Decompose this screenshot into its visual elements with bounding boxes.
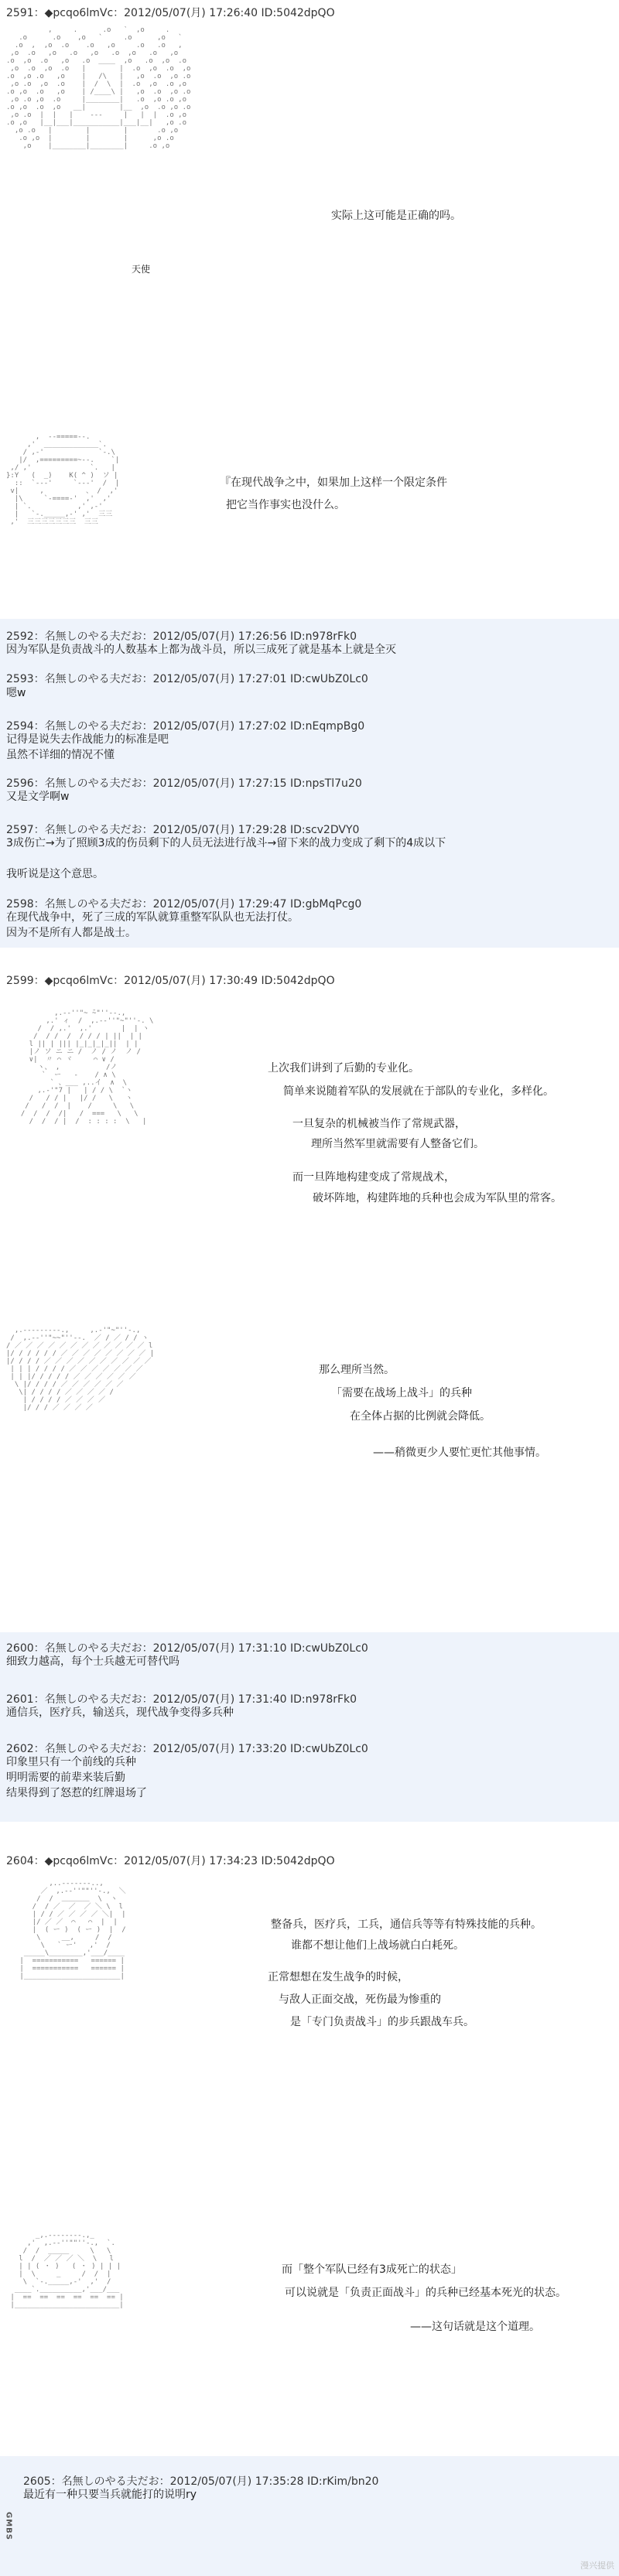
- ascii-art-face-2: _,.-‐‐‐‐‐‐-.,_ ,' ,.-‐''""''-., `. / / _____ \ \ l / ／ ／ ／ ＼ \ l | | ( ・ ) ( ・ ) | | | | \ _ / / | \ `-._____,-' ,' / ____`.__________,'___/___ | == == == == == == | |_________________________|: [10, 2232, 124, 2309]
- post-header: 2602：名無しのやる夫だお：2012/05/07(月) 17:33:20 ID:cwUbZ0Lc0: [6, 1743, 368, 1755]
- post-body: 细致力越高，每个士兵越无可替代吗: [6, 1655, 180, 1668]
- reply-block-1: [0, 619, 619, 948]
- site-logo: GMBS: [4, 2511, 13, 2540]
- watermark: 漫兴提供: [580, 2561, 614, 2571]
- post-header: 2591：◆pcqo6lmVc：2012/05/07(月) 17:26:40 ID:5042dpQO: [6, 7, 335, 19]
- post-header: 2601：名無しのやる夫だお：2012/05/07(月) 17:31:40 ID:n978rFk0: [6, 1693, 357, 1706]
- post-body: 印象里只有一个前线的兵种 明明需要的前辈来装后勤 结果得到了怒惹的红牌退场了: [6, 1756, 147, 1799]
- ascii-art-angel: , . .o ` ,o . .o .o ,o ` .o ,o ` .o , ,o .o .o ,o .o .o , ,o .o ,o .o ,o .o ,o .o ,o .o ,o .o ,o .o ____ ,o .o ,o .o ,o .o ,o .o | | .o ,o .o ,o .o ,o .o ,o | /\ | ,o .o ,o .o ,o .o ,o .o | / \ | .o ,o .o ,o .o ,o .o ,o | /____\ | ,o .o ,o .o ,o .o ,o .o |________| .o ,o .o ,o .o ,o .o ,o __| |__ ,o .o ,o .o ,o .o | | | --- | | | .o ,o .o ,o |__|___|___________|___|__| ,o .o ,o .o | | | .o ,o .o ,o | | | ,o .o ,o |________|________| .o ,o: [6, 26, 191, 150]
- post-header: 2592：名無しのやる夫だお：2012/05/07(月) 17:26:56 ID:n978rFk0: [6, 630, 357, 643]
- post-2604: [0, 1822, 619, 2456]
- post-line: 在全体占据的比例就会降低。: [350, 1410, 491, 1423]
- post-2591: [0, 0, 619, 526]
- post-line: 与敌人正面交战，死伤最为惨重的: [279, 1993, 441, 2006]
- post-line: ——稍微更少人要忙更忙其他事情。: [373, 1447, 546, 1459]
- post-body: 3成伤亡→为了照顾3成的伤员剩下的人员无法进行战斗→留下来的战力变成了剩下的4成以下 我听说是这个意思。: [6, 837, 446, 880]
- post-line: 可以说就是「负责正面战斗」的兵种已经基本死光的状态。: [285, 2287, 566, 2299]
- ascii-art-face: , --=====--. ,' _____________`. / ,-' `-.\ |/ ,=========~--. `| ,/ ,' `. | }:Y ( _) K( ^ ) ソ | :: `---' `---' / | v| , 、 / ,' |\ `-====-' ,' ,' | `. ,' ,-' | `-._____,-' ,' 三三 ,' 三三三三三三三 三三: [6, 433, 120, 526]
- post-line: 简单来说随着军队的发展就在于部队的专业化，多样化。: [283, 1085, 554, 1098]
- post-body: 嗯w: [6, 687, 26, 699]
- post-line: 而一旦阵地构建变成了常规战术，: [292, 1171, 455, 1184]
- post-line: 整备兵，医疗兵，工兵，通信兵等等有特殊技能的兵种。: [271, 1918, 542, 1931]
- post-header: 2593：名無しのやる夫だお：2012/05/07(月) 17:27:01 ID:cwUbZ0Lc0: [6, 673, 368, 685]
- post-body: 又是文学啊w: [6, 791, 70, 803]
- aa-label: 天使: [132, 264, 151, 275]
- post-line: 谁都不想让他们上战场就白白耗死。: [291, 1939, 464, 1952]
- post-line: 是「专门负责战斗」的步兵跟战车兵。: [290, 2016, 474, 2028]
- reply-block-3: [0, 2456, 619, 2576]
- post-body: 通信兵，医疗兵，输送兵，现代战争变得多兵种: [6, 1707, 234, 1719]
- post-header: 2596：名無しのやる夫だお：2012/05/07(月) 17:27:15 ID:npsTl7u20: [6, 777, 362, 790]
- ascii-art-character: ,.-‐''"~ ̄~"''‐-., ,.' ィ / ,.-‐''"~"''-. \ / / ,.' ,.' | | ヽ / / / / / / / | || | | l || | ||| |_|_|_|_|| | | |ノ ソ ニ ニ / ノ / ノ ノ / ∨| 〃 ⌒ ヾ ⌒ ∨ / ヽ、 , /ノ ` ー ‐ / ∧ \ ` 、___ ,..イ ∧ \ ,.-'"7 | | / / \ `ヽ / / / | |/ / \ ヽ / / / | / \ \ / / / /| / === \ \ / / / | / : : : : \ |: [20, 1010, 154, 1126]
- post-header: 2604：◆pcqo6lmVc：2012/05/07(月) 17:34:23 ID:5042dpQO: [6, 1855, 335, 1867]
- post-header: 2605：名無しのやる夫だお：2012/05/07(月) 17:35:28 ID:rKim/bn20: [23, 2475, 379, 2488]
- post-line: 正常想想在发生战争的时候，: [268, 1971, 409, 1983]
- post-body: 记得是说失去作战能力的标准是吧 虽然不详细的情况不懂: [6, 733, 169, 761]
- post-header: 2599：◆pcqo6lmVc：2012/05/07(月) 17:30:49 ID:5042dpQO: [6, 975, 335, 987]
- post-line: 而「整个军队已经有3成死亡的状态」: [282, 2263, 462, 2276]
- post-header: 2598：名無しのやる夫だお：2012/05/07(月) 17:29:47 ID:gbMqPcg0: [6, 898, 362, 910]
- post-header: 2597：名無しのやる夫だお：2012/05/07(月) 17:29:28 ID:scv2DVY0: [6, 824, 360, 836]
- post-line: 那么理所当然。: [319, 1364, 395, 1376]
- post-body: 最近有一种只要当兵就能打的说明ry: [23, 2489, 197, 2501]
- post-header: 2600：名無しのやる夫だお：2012/05/07(月) 17:31:10 ID:cwUbZ0Lc0: [6, 1642, 368, 1655]
- post-header: 2594：名無しのやる夫だお：2012/05/07(月) 17:27:02 ID:nEqmpBg0: [6, 720, 365, 733]
- post-line: 理所当然军里就需要有人整备它们。: [311, 1138, 484, 1150]
- post-line: 一旦复杂的机械被当作了常规武器，: [292, 1118, 466, 1130]
- post-line: 上次我们讲到了后勤的专业化。: [268, 1062, 419, 1074]
- ascii-art-soldier: ,..-‐‐‐‐‐-.., ／ ,.-‐''""''-., ＼ / / ＿＿＿＿ \ ヽ / / ／ ／ ／ ＼ \ l | / / ／ ／ ／ ／ ＼| | |/ ／ ／ ⌒ ⌒ | | | ( ー ) ( ー ) | / \ __, / / \ ` ー' ,' / _____\________,'___/____ | =========== ====== | | =========== ====== | |_______________________|: [19, 1880, 126, 1980]
- post-line: 破坏阵地，构建阵地的兵种也会成为军队里的常客。: [313, 1192, 562, 1204]
- post-2599: [0, 948, 619, 1632]
- post-body: 在现代战争中，死了三成的军队就算重整军队队也无法打仗。 因为不是所有人都是战士。: [6, 911, 299, 939]
- post-line: 把它当作事实也没什么。: [226, 499, 345, 511]
- post-line: 『在现代战争之中，如果加上这样一个限定条件: [220, 477, 447, 489]
- post-line: ——这句话就是这个道理。: [410, 2321, 540, 2333]
- reply-block-2: [0, 1632, 619, 1822]
- post-body: 因为军队是负责战斗的人数基本上都为战斗员，所以三成死了就是基本上就是全灭: [6, 644, 396, 656]
- post-line: 实际上这可能是正确的吗。: [331, 210, 461, 222]
- post-line: 「需要在战场上战斗」的兵种: [331, 1387, 472, 1399]
- ascii-art-scene: ,.--‐‐‐‐‐--., ,.-'"~"''-., / ,.-‐''"~~"''‐-. ／ / ／ / / ヽ / ／ ／ ／ ／ ／ ／ ／ ／ ／ ／ ／ ／ l |/ / / / / / ／ ／ ／ ／ ／ ／ ／ ／ | |/ / / / ／ ／ ／ ／ ／ ／ ／ ／ ／ ／ | | | / / / / ／ ／ ／ ／ ／ ／ ／ | | |/ / / / / ／ ／ ／ ／ ／ ／ \ |/ / / / ／ ／ ／ ／ ／ ／ \| / / / / ／ ／ ／ ／ / | / / / / ／ ／ ／ ／ |/ / / ／ ／ ／ ／: [6, 1327, 155, 1412]
